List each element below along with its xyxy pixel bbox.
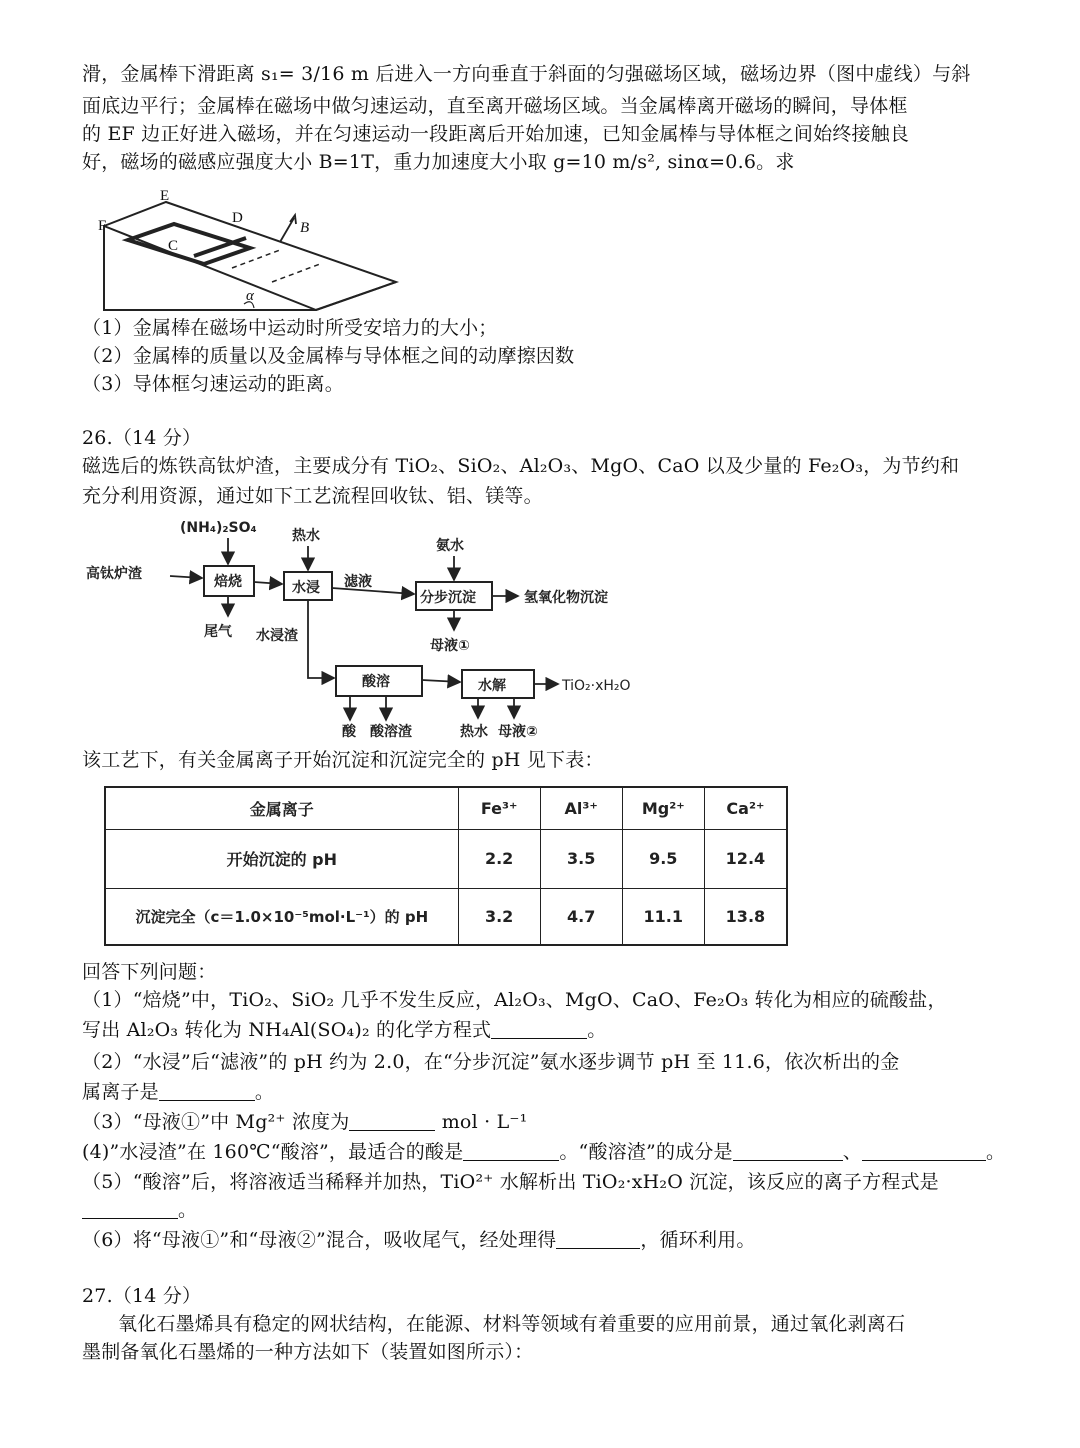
ph-table-header-cell: 金属离子 xyxy=(105,787,458,830)
q25-sub-2: （2）金属棒的质量以及金属棒与导体框之间的动摩擦因数 xyxy=(82,345,575,367)
answer-blank[interactable] xyxy=(463,1142,559,1161)
q25-line-3: 的 EF 边正好进入磁场，并在匀速运动一段距离后开始加速，已知金属棒与导体框之间始终接触良 xyxy=(82,123,910,145)
flow-box-hydrolysis: 水解 xyxy=(478,678,506,694)
label-f: F xyxy=(98,218,107,234)
answer-blank[interactable] xyxy=(349,1112,435,1131)
q26-part4-text-b: 。“酸溶渣”的成分是 xyxy=(559,1141,733,1163)
q26-part3 xyxy=(82,1108,527,1136)
flow-ammonia: 氨水 xyxy=(436,538,464,554)
q27-intro-1: 氧化石墨烯具有稳定的网状结构，在能源、材料等领域有着重要的应用前景，通过氧化剥离石 xyxy=(118,1313,906,1335)
process-flowchart xyxy=(86,512,686,744)
q27-header: 27.（14 分） xyxy=(82,1285,202,1307)
flow-acid: 酸 xyxy=(342,724,356,740)
q26-part5-line1: （5）“酸溶”后，将溶液适当稀释并加热，TiO²⁺ 水解析出 TiO₂·xH₂O 沉淀，该反应的离子方程式是 xyxy=(82,1171,939,1193)
label-d: D xyxy=(232,210,243,226)
table-cell: 13.8 xyxy=(704,888,787,945)
q26-answer-prompt: 回答下列问题： xyxy=(82,961,217,983)
answer-blank[interactable] xyxy=(82,1200,178,1219)
q26-table-intro: 该工艺下，有关金属离子开始沉淀和沉淀完全的 pH 见下表： xyxy=(82,749,604,771)
table-row xyxy=(105,830,787,889)
table-cell: 开始沉淀的 pH xyxy=(105,830,458,889)
q26-part2-text: 属离子是 xyxy=(82,1081,159,1103)
table-cell: 11.1 xyxy=(622,888,704,945)
answer-blank[interactable] xyxy=(159,1082,255,1101)
q26-part1-text: 写出 Al₂O₃ 转化为 NH₄Al(SO₄)₂ 的化学方程式 xyxy=(82,1019,492,1041)
q26-part6 xyxy=(82,1226,756,1254)
flow-filtrate: 滤液 xyxy=(344,574,372,590)
q25-line-2: 面底边平行；金属棒在磁场中做匀速运动，直至离开磁场区域。当金属棒离开磁场的瞬间，导体框 xyxy=(82,95,908,117)
flow-box-acid-dissolve: 酸溶 xyxy=(362,674,390,690)
label-alpha: α xyxy=(246,288,254,304)
flow-hot-water-1: 热水 xyxy=(292,528,320,544)
flow-tio2-product: TiO₂·xH₂O xyxy=(562,678,631,694)
q27-intro-2: 墨制备氧化石墨烯的一种方法如下（装置如图所示）： xyxy=(82,1341,534,1363)
q26-part6-text-a: （6）将“母液①”和“母液②”混合，吸收尾气，经处理得 xyxy=(82,1229,557,1251)
q26-part2-line1: （2）“水浸”后“滤液”的 pH 约为 2.0，在“分步沉淀”氨水逐步调节 pH 至 11.6，依次析出的金 xyxy=(82,1051,900,1073)
q26-intro-1: 磁选后的炼铁高钛炉渣，主要成分有 TiO₂、SiO₂、Al₂O₃、MgO、CaO 以及少量的 Fe₂O₃，为节约和 xyxy=(82,455,960,477)
flow-reagent-ammonium-sulfate: (NH₄)₂SO₄ xyxy=(180,520,257,536)
incline-base-edge xyxy=(316,282,396,310)
flow-mother-liquor-1: 母液① xyxy=(430,638,470,654)
ph-table-header-cell: Al³⁺ xyxy=(540,787,622,830)
ph-table-header-cell: Ca²⁺ xyxy=(704,787,787,830)
q26-header: 26.（14 分） xyxy=(82,427,202,449)
ph-table-header-cell: Mg²⁺ xyxy=(622,787,704,830)
q25-line-1: 滑，金属棒下滑距离 s₁= 3/16 m 后进入一方向垂直于斜面的匀强磁场区域，磁场边界（图中虚线）与斜 xyxy=(82,63,971,85)
q26-part4: (4)”水浸渣”在 160℃“酸溶”，最适合的酸是 。“酸溶渣”的成分是 、 。 xyxy=(82,1141,1006,1163)
q26-part4-text-a: (4)”水浸渣”在 160℃“酸溶”，最适合的酸是 xyxy=(82,1141,464,1163)
label-b: B xyxy=(300,220,310,236)
q26-intro-2: 充分利用资源，通过如下工艺流程回收钛、铝、镁等。 xyxy=(82,485,543,507)
q25-sub-1: （1）金属棒在磁场中运动时所受安培力的大小； xyxy=(82,317,498,339)
flow-tail-gas: 尾气 xyxy=(204,624,232,640)
ph-table xyxy=(104,786,788,946)
answer-blank[interactable] xyxy=(733,1142,843,1161)
answer-blank[interactable] xyxy=(862,1142,986,1161)
flow-raw-slag: 高钛炉渣 xyxy=(86,566,142,582)
table-cell: 9.5 xyxy=(622,830,704,889)
q26-part2-line2: 属离子是 。 xyxy=(82,1081,275,1103)
table-cell: 2.2 xyxy=(458,830,540,889)
ph-table-header xyxy=(105,787,787,830)
table-row xyxy=(105,888,787,945)
q26-part3-text: （3）“母液①”中 Mg²⁺ 浓度为 xyxy=(82,1111,350,1133)
field-boundary-2 xyxy=(272,264,320,282)
label-e: E xyxy=(160,188,170,204)
ph-table-header-cell: Fe³⁺ xyxy=(458,787,540,830)
flow-box-stepwise: 分步沉淀 xyxy=(420,590,476,606)
table-cell: 12.4 xyxy=(704,830,787,889)
flow-leach-residue: 水浸渣 xyxy=(256,628,298,644)
q26-part1-line2: 写出 Al₂O₃ 转化为 NH₄Al(SO₄)₂ 的化学方程式 。 xyxy=(82,1019,607,1041)
b-field-arrow xyxy=(280,218,294,242)
flow-box-water-leach: 水浸 xyxy=(292,580,320,596)
flow-box-roasting: 焙烧 xyxy=(214,574,242,590)
q25-line-4: 好，磁场的磁感应强度大小 B=1T，重力加速度大小取 g=10 m/s², sinα=0.6。求 xyxy=(82,151,795,173)
flow-mother-liquor-2: 母液② xyxy=(498,724,538,740)
q26-part6-text-b: ，循环利用。 xyxy=(640,1229,756,1251)
q26-part5-line2: 。 xyxy=(82,1196,197,1224)
table-cell: 3.2 xyxy=(458,888,540,945)
flow-hydroxide-precipitate: 氢氧化物沉淀 xyxy=(524,590,608,606)
table-cell: 4.7 xyxy=(540,888,622,945)
answer-blank[interactable] xyxy=(491,1020,587,1039)
q25-sub-3: （3）导体框匀速运动的距离。 xyxy=(82,373,344,395)
flow-acid-residue: 酸溶渣 xyxy=(370,724,412,740)
q26-part3-unit: mol · L⁻¹ xyxy=(441,1111,528,1133)
flow-hot-water-2: 热水 xyxy=(460,724,488,740)
answer-blank[interactable] xyxy=(556,1230,640,1249)
label-c: C xyxy=(168,238,179,254)
table-cell: 3.5 xyxy=(540,830,622,889)
q26-part1-line1: （1）“焙烧”中，TiO₂、SiO₂ 几乎不发生反应，Al₂O₃、MgO、CaO、Fe₂O₃ 转化为相应的硫酸盐， xyxy=(82,989,947,1011)
table-cell: 沉淀完全（c＝1.0×10⁻⁵mol·L⁻¹）的 pH xyxy=(105,888,458,945)
incline-figure xyxy=(94,186,404,312)
